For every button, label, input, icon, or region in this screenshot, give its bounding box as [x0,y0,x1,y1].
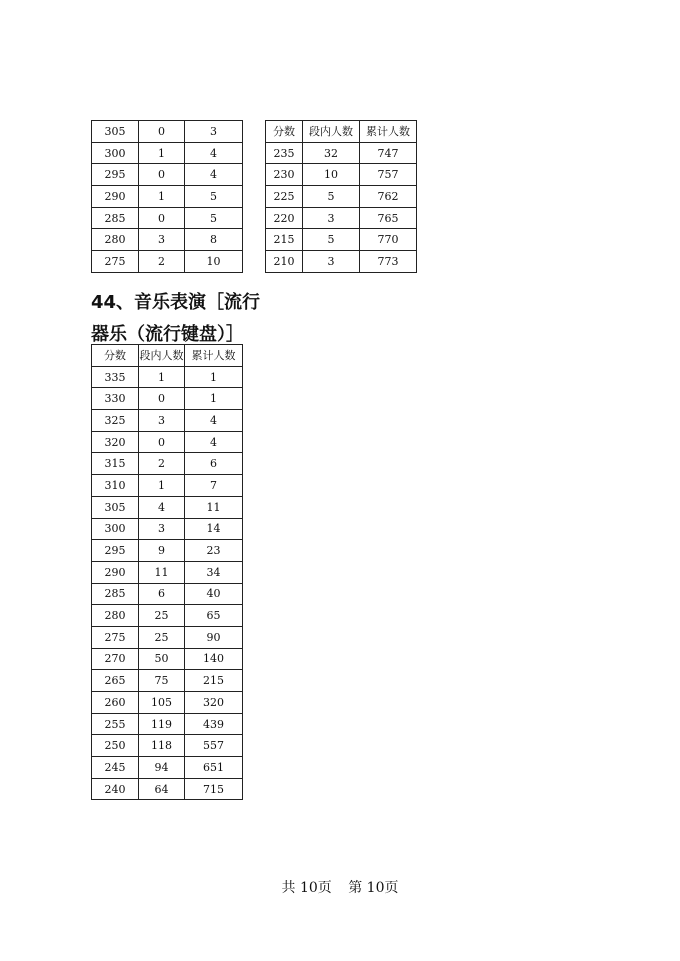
cell-segment-count: 75 [139,670,185,692]
cell-score: 295 [92,164,139,186]
table-header-row [92,345,243,367]
cell-segment-count: 3 [139,518,185,540]
section-title-line-2: 器乐（流行键盘）］ [91,324,244,345]
table-row [92,475,243,497]
cell-segment-count: 9 [139,540,185,562]
cell-cumulative-count: 140 [185,648,243,670]
header-cumulative-count: 累计人数 [360,121,417,143]
cell-segment-count: 3 [303,251,360,273]
table-row [266,207,417,229]
cell-segment-count: 105 [139,692,185,714]
header-cumulative-count: 累计人数 [185,345,243,367]
cell-score: 230 [266,164,303,186]
cell-segment-count: 1 [139,142,185,164]
table-row [92,121,243,143]
page-number: 第 10页 [348,880,399,896]
cell-score: 290 [92,186,139,208]
cell-cumulative-count: 762 [360,186,417,208]
cell-segment-count: 32 [303,142,360,164]
cell-segment-count: 1 [139,475,185,497]
table-row [92,648,243,670]
cell-segment-count: 0 [139,207,185,229]
table-row [266,186,417,208]
cell-segment-count: 6 [139,583,185,605]
cell-segment-count: 11 [139,561,185,583]
cell-cumulative-count: 5 [185,186,243,208]
cell-cumulative-count: 1 [185,388,243,410]
cell-score: 255 [92,713,139,735]
cell-score: 245 [92,757,139,779]
page-footer [0,877,680,897]
cell-segment-count: 0 [139,388,185,410]
table-row [92,366,243,388]
cell-score: 330 [92,388,139,410]
cell-segment-count: 0 [139,431,185,453]
cell-cumulative-count: 757 [360,164,417,186]
cell-segment-count: 1 [139,186,185,208]
table-row [92,186,243,208]
cell-cumulative-count: 11 [185,496,243,518]
cell-cumulative-count: 439 [185,713,243,735]
cell-segment-count: 64 [139,778,185,800]
table-row [266,229,417,251]
header-score: 分数 [266,121,303,143]
score-table-continued [91,120,243,273]
cell-segment-count: 3 [139,229,185,251]
table-row [266,251,417,273]
cell-score: 225 [266,186,303,208]
cell-segment-count: 5 [303,229,360,251]
cell-cumulative-count: 23 [185,540,243,562]
cell-cumulative-count: 320 [185,692,243,714]
cell-score: 265 [92,670,139,692]
cell-segment-count: 25 [139,605,185,627]
cell-cumulative-count: 4 [185,431,243,453]
table-row [92,207,243,229]
cell-cumulative-count: 65 [185,605,243,627]
cell-score: 220 [266,207,303,229]
cell-score: 260 [92,692,139,714]
header-score: 分数 [92,345,139,367]
cell-cumulative-count: 10 [185,251,243,273]
table-row [92,164,243,186]
cell-score: 305 [92,496,139,518]
section-title-line-1: 44、音乐表演［流行 [91,292,261,313]
cell-cumulative-count: 8 [185,229,243,251]
cell-cumulative-count: 4 [185,410,243,432]
table-row [266,164,417,186]
cell-cumulative-count: 4 [185,142,243,164]
table-row [92,713,243,735]
cell-score: 210 [266,251,303,273]
cell-score: 275 [92,251,139,273]
table-row [92,142,243,164]
score-table-right [265,120,417,273]
cell-cumulative-count: 557 [185,735,243,757]
table-row [92,251,243,273]
cell-score: 310 [92,475,139,497]
table-row [92,518,243,540]
cell-score: 315 [92,453,139,475]
table-row [92,583,243,605]
cell-segment-count: 1 [139,366,185,388]
cell-score: 285 [92,207,139,229]
cell-score: 285 [92,583,139,605]
table-row [92,540,243,562]
table-row [92,757,243,779]
cell-cumulative-count: 773 [360,251,417,273]
cell-cumulative-count: 765 [360,207,417,229]
cell-cumulative-count: 7 [185,475,243,497]
cell-segment-count: 3 [139,410,185,432]
cell-segment-count: 0 [139,164,185,186]
cell-cumulative-count: 747 [360,142,417,164]
cell-cumulative-count: 5 [185,207,243,229]
cell-cumulative-count: 215 [185,670,243,692]
table-row [92,229,243,251]
table-row [92,626,243,648]
score-table-pop-keyboard [91,344,243,800]
cell-score: 320 [92,431,139,453]
cell-cumulative-count: 34 [185,561,243,583]
cell-score: 300 [92,142,139,164]
cell-score: 335 [92,366,139,388]
cell-score: 275 [92,626,139,648]
cell-segment-count: 2 [139,251,185,273]
cell-segment-count: 25 [139,626,185,648]
cell-segment-count: 119 [139,713,185,735]
table-row [92,605,243,627]
cell-cumulative-count: 3 [185,121,243,143]
table-row [92,410,243,432]
cell-segment-count: 10 [303,164,360,186]
table-row [92,496,243,518]
cell-segment-count: 2 [139,453,185,475]
cell-cumulative-count: 715 [185,778,243,800]
cell-segment-count: 4 [139,496,185,518]
table-row [92,692,243,714]
table-row [92,735,243,757]
table-row [92,453,243,475]
cell-score: 280 [92,229,139,251]
cell-segment-count: 3 [303,207,360,229]
table-row [92,561,243,583]
cell-segment-count: 94 [139,757,185,779]
table-row [92,388,243,410]
table-row [266,142,417,164]
cell-cumulative-count: 14 [185,518,243,540]
cell-score: 325 [92,410,139,432]
cell-segment-count: 5 [303,186,360,208]
table-row [92,670,243,692]
cell-cumulative-count: 1 [185,366,243,388]
cell-score: 300 [92,518,139,540]
page-total: 共 10页 [281,880,332,896]
cell-score: 250 [92,735,139,757]
table-row [92,431,243,453]
cell-score: 295 [92,540,139,562]
cell-cumulative-count: 90 [185,626,243,648]
cell-score: 215 [266,229,303,251]
cell-cumulative-count: 6 [185,453,243,475]
cell-score: 290 [92,561,139,583]
header-segment-count: 段内人数 [139,345,185,367]
cell-segment-count: 50 [139,648,185,670]
cell-score: 240 [92,778,139,800]
cell-score: 235 [266,142,303,164]
cell-score: 305 [92,121,139,143]
header-segment-count: 段内人数 [303,121,360,143]
cell-cumulative-count: 651 [185,757,243,779]
cell-cumulative-count: 40 [185,583,243,605]
table-row [92,778,243,800]
cell-segment-count: 0 [139,121,185,143]
table-header-row [266,121,417,143]
cell-cumulative-count: 4 [185,164,243,186]
cell-score: 270 [92,648,139,670]
cell-cumulative-count: 770 [360,229,417,251]
cell-segment-count: 118 [139,735,185,757]
cell-score: 280 [92,605,139,627]
